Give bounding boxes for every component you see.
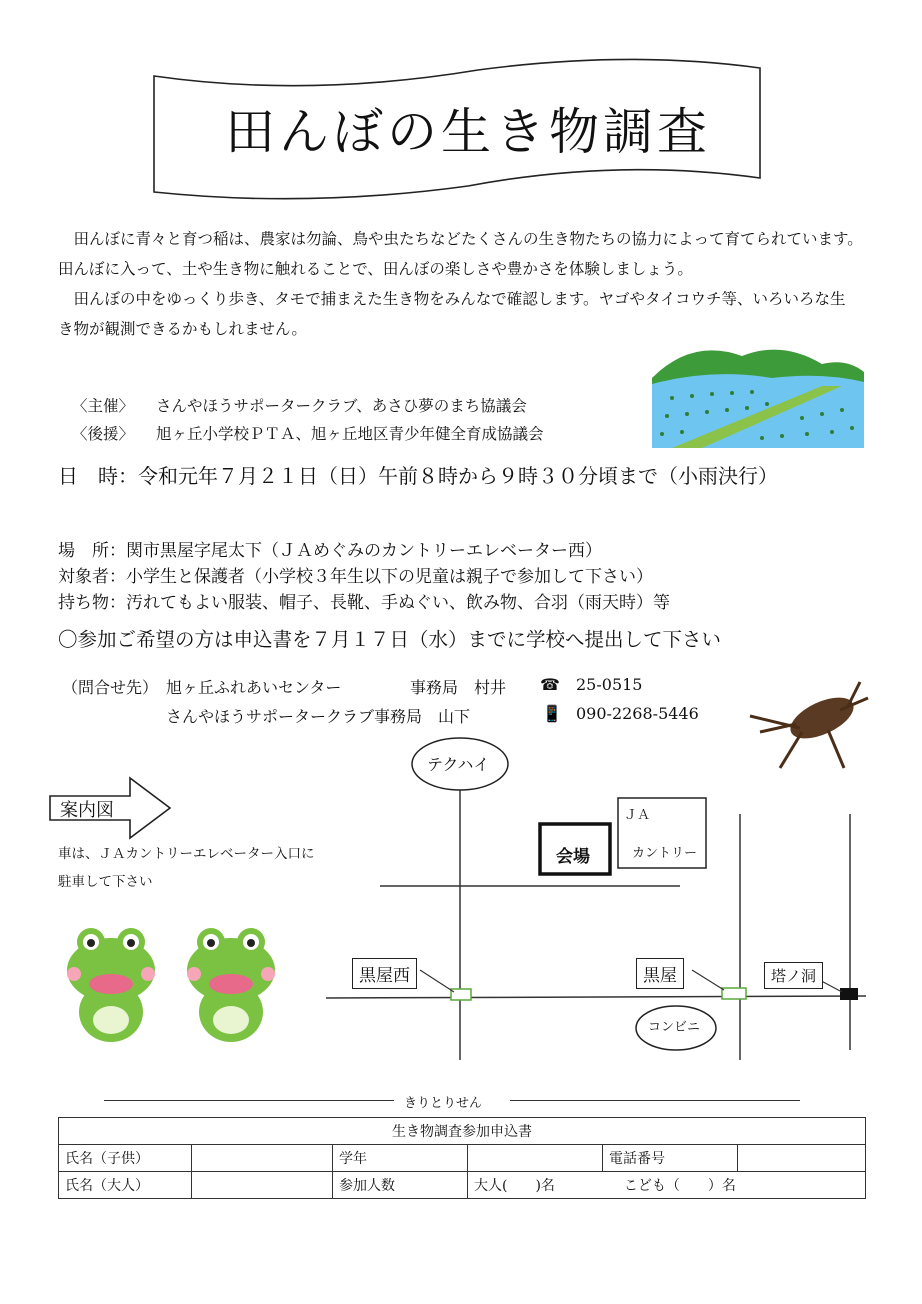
form-participants-label: 参加人数	[333, 1172, 468, 1199]
map-country: カントリー	[632, 846, 698, 861]
phone-icon: ☎	[540, 675, 560, 694]
application-notice: 〇参加ご希望の方は申込書を７月１７日（水）までに学校へ提出して下さい	[58, 628, 722, 651]
intro-paragraph-2: 田んぼの中をゆっくり歩き、タモで捕まえた生き物をみんなで確認します。ヤゴやタイコウチ等、いろいろな生き物が観測できるかもしれません。	[58, 290, 846, 338]
form-phone-field[interactable]	[738, 1145, 866, 1172]
intro-text	[58, 224, 868, 344]
frog-illustration	[56, 922, 296, 1052]
form-child-name-label: 氏名（子供）	[59, 1145, 192, 1172]
map-ja: ＪＡ	[624, 808, 651, 823]
event-target: 対象者：小学生と保護者（小学校３年生以下の児童は親子で参加して下さい）	[58, 567, 653, 587]
rice-field-illustration	[652, 338, 864, 448]
application-form	[58, 1117, 866, 1199]
form-children-count[interactable]: こども（ ）名	[623, 1178, 736, 1194]
mobile-phone-icon: 📱	[542, 704, 562, 723]
map-guide-label: 案内図	[60, 800, 114, 821]
event-place: 場 所：関市黒屋字尾太下（ＪＡめぐみのカントリーエレベーター西）	[58, 541, 602, 561]
form-adult-name-label: 氏名（大人）	[59, 1172, 192, 1199]
map-tonohora: 塔ノ洞	[764, 962, 823, 989]
parking-note-2: 駐車して下さい	[58, 874, 153, 890]
contact-label: （問合せ先）	[62, 678, 159, 697]
contact-org-2: さんやほうサポータークラブ事務局 山下	[166, 707, 471, 726]
map-techhai: テクハイ	[427, 755, 490, 774]
contact-org-1: 旭ヶ丘ふれあいセンター	[166, 678, 342, 697]
form-grade-field[interactable]	[468, 1145, 603, 1172]
map-venue: 会場	[556, 847, 590, 867]
intro-paragraph-1: 田んぼに青々と育つ稲は、農家は勿論、鳥や虫たちなどたくさんの生き物たちの協力によって育てられています。田んぼに入って、土や生き物に触れることで、田んぼの楽しさや豊かさを体験しましょう。	[58, 230, 863, 278]
map-kuroya-nishi: 黒屋西	[352, 958, 417, 989]
contact-phone-2: 090-2268-5446	[576, 704, 699, 723]
map-convenience: コンビニ	[648, 1020, 701, 1035]
form-adult-name-field[interactable]	[192, 1172, 333, 1199]
organizer-support: 〈後援〉 旭ヶ丘小学校ＰＴＡ、旭ヶ丘地区青少年健全育成協議会	[72, 425, 544, 443]
parking-note-1: 車は、ＪＡカントリーエレベーター入口に	[58, 846, 315, 862]
contact-phone-1: 25-0515	[576, 675, 643, 694]
cut-line-right	[510, 1100, 800, 1101]
event-datetime: 日 時：令和元年７月２１日（日）午前８時から９時３０分頃まで（小雨決行）	[58, 464, 778, 488]
form-title: 生き物調査参加申込書	[59, 1118, 866, 1145]
form-phone-label: 電話番号	[603, 1145, 738, 1172]
cut-line-label: きりとりせん	[404, 1096, 483, 1111]
event-items: 持ち物：汚れてもよい服装、帽子、長靴、手ぬぐい、飲み物、合羽（雨天時）等	[58, 593, 670, 613]
form-participants-field[interactable]	[468, 1172, 866, 1199]
form-adults-count[interactable]: 大人( )名	[474, 1178, 555, 1194]
form-grade-label: 学年	[333, 1145, 468, 1172]
contact-office-1: 事務局 村井	[410, 678, 507, 697]
page-title: 田んぼの生き物調査	[225, 103, 711, 161]
form-child-name-field[interactable]	[192, 1145, 333, 1172]
cut-line-left	[104, 1100, 394, 1101]
organizer-host: 〈主催〉 さんやほうサポータークラブ、あさひ夢のまち協議会	[72, 397, 527, 415]
map-kuroya: 黒屋	[636, 958, 684, 989]
